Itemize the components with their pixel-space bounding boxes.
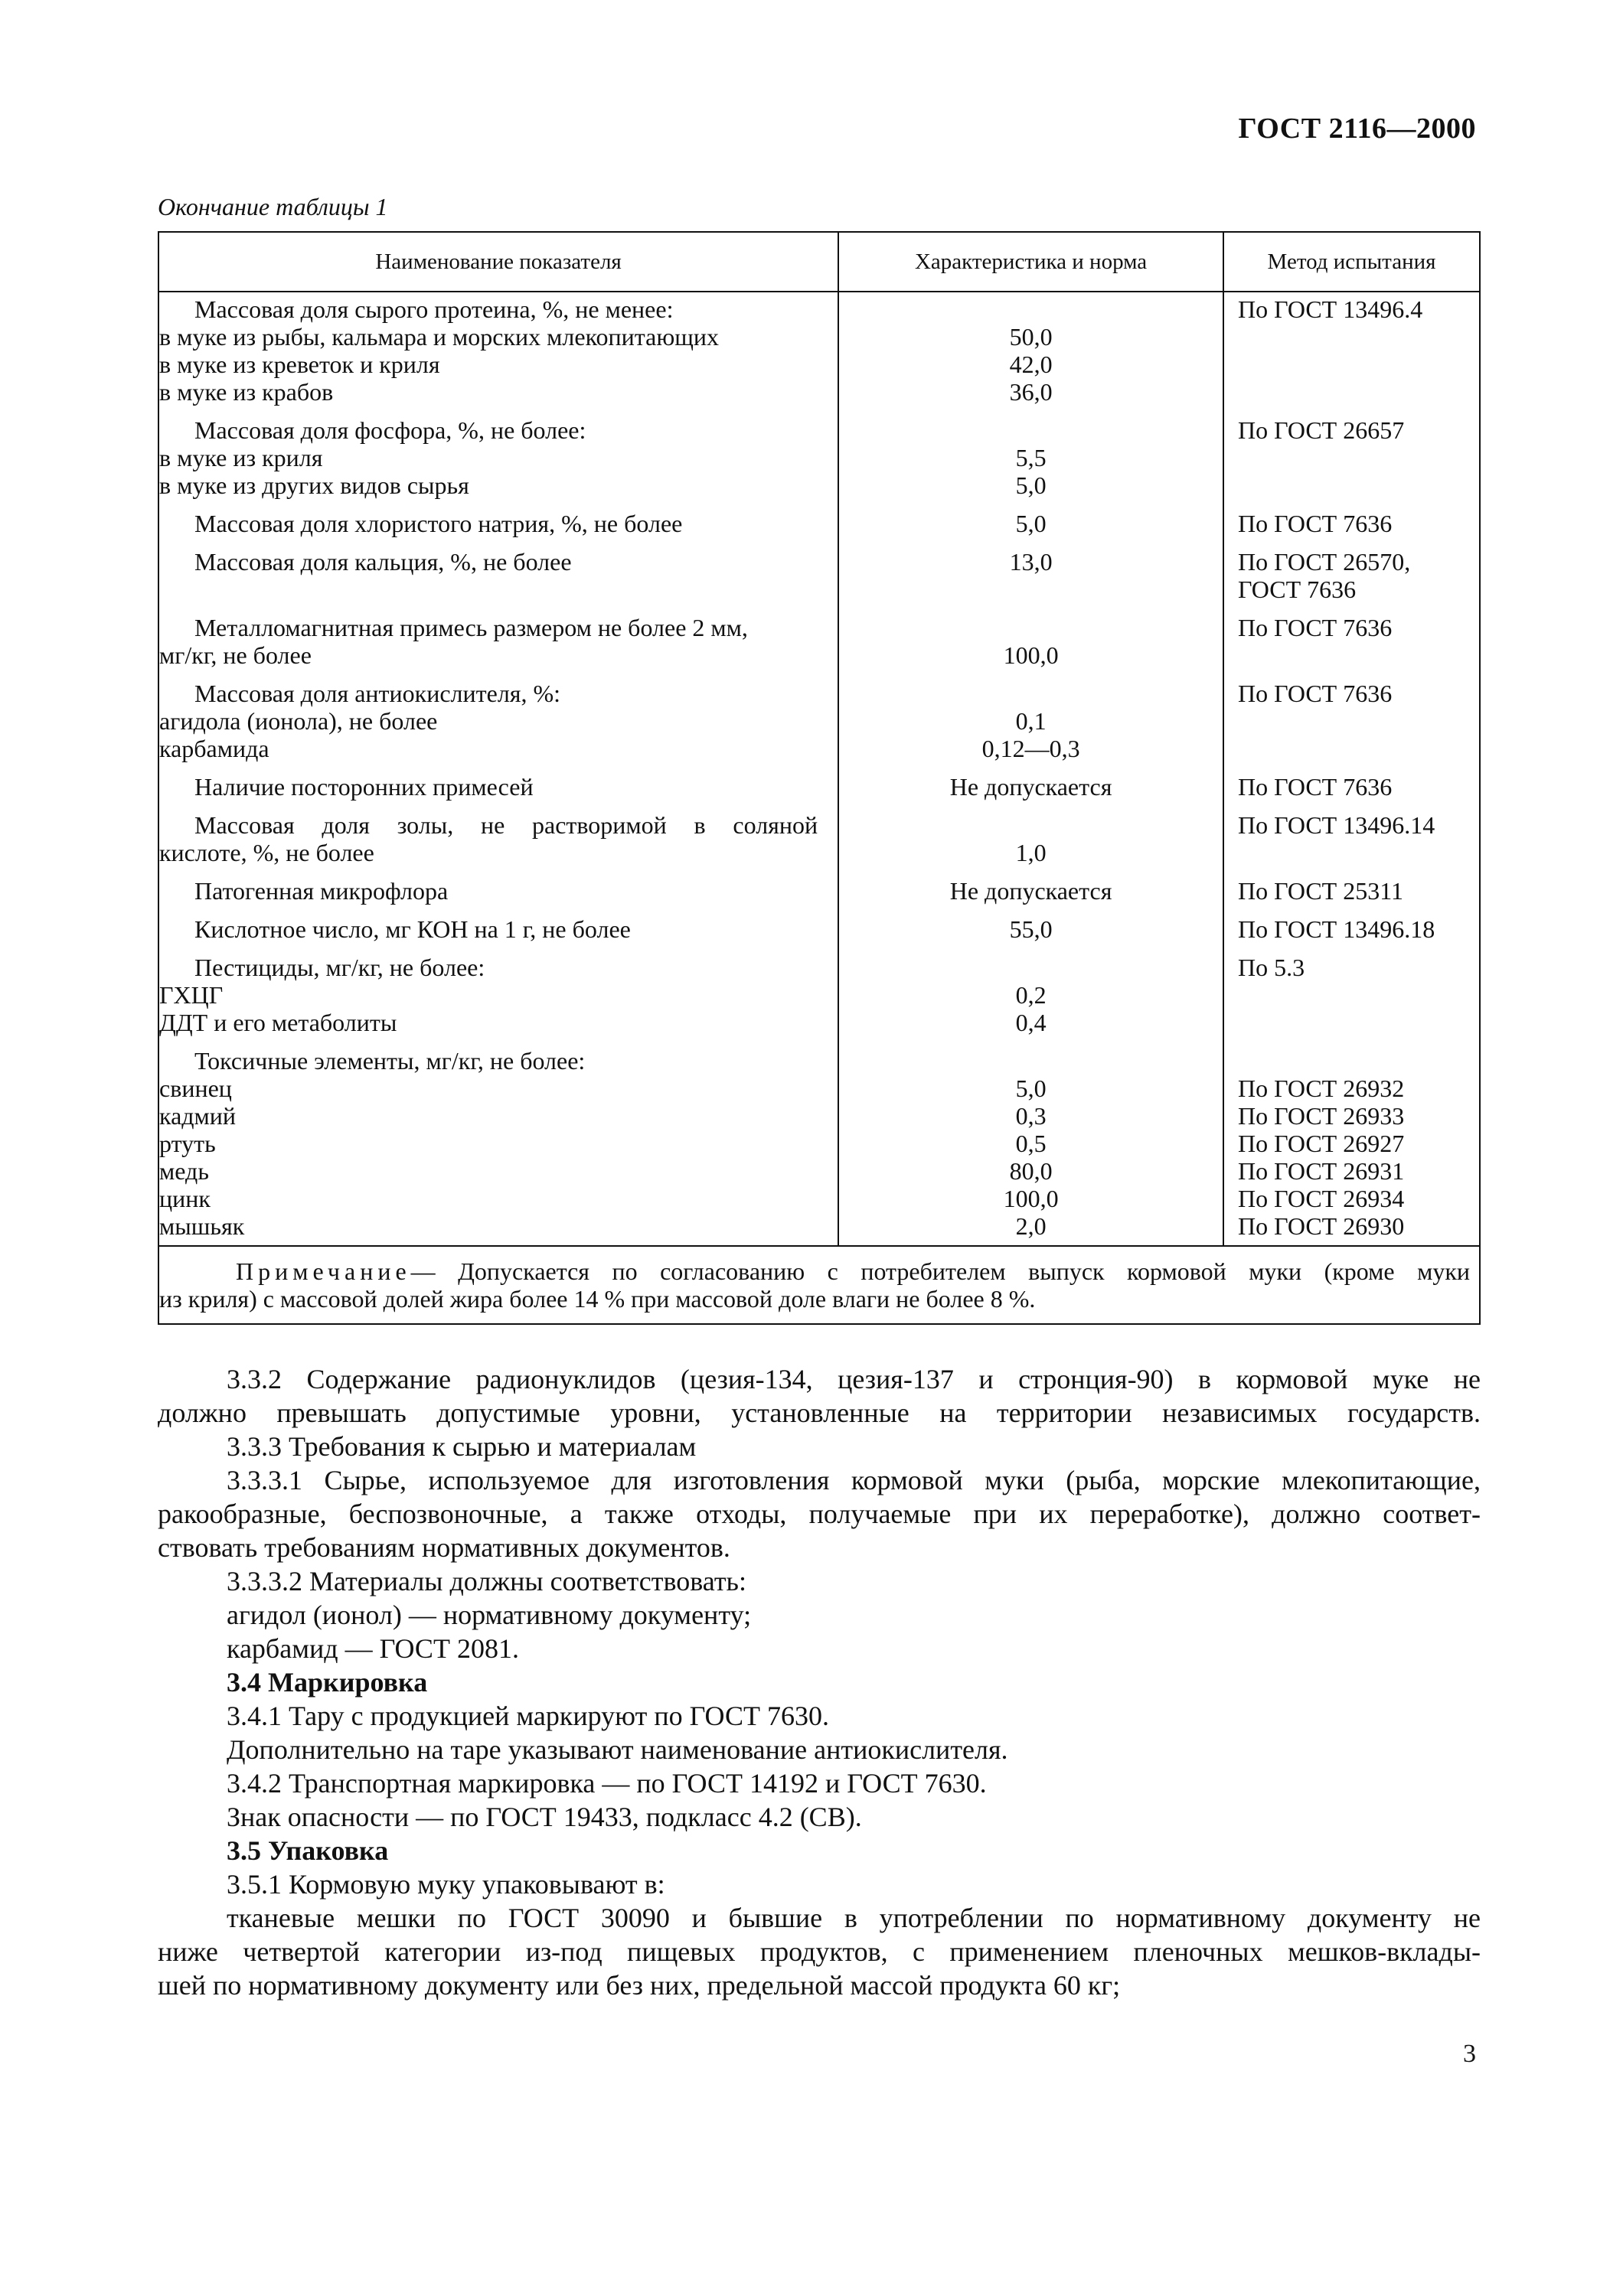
body-paragraph-line: 3.5.1 Кормовую муку упаковывают в:	[227, 1869, 665, 1900]
body-paragraph-line: 3.4.1 Тару с продукцией маркируют по ГОСТ 7630.	[227, 1701, 829, 1731]
method-line: По ГОСТ 13496.14	[1238, 811, 1435, 839]
name-line: медь	[159, 1157, 209, 1185]
body-paragraph-line: 3.4 Маркировка	[227, 1667, 428, 1698]
table-row	[158, 504, 1480, 543]
body-paragraph-line: ствовать требованиям нормативных документов.	[158, 1532, 730, 1563]
norm-line: 13,0	[1009, 548, 1053, 576]
name-line: кислоте, %, не более	[159, 839, 374, 866]
method-line: По ГОСТ 26927	[1238, 1130, 1405, 1157]
cell-norm	[838, 504, 1223, 543]
body-paragraph-line: Дополнительно на таре указывают наименование антиокислителя.	[227, 1734, 1008, 1765]
table-row	[158, 411, 1480, 504]
cell-norm	[838, 910, 1223, 948]
body-paragraph-line: должно превышать допустимые уровни, установленные на территории независимых государств.	[158, 1397, 1481, 1428]
norm-line: 0,1	[1015, 707, 1047, 735]
norm-line: 55,0	[1009, 915, 1053, 943]
method-line: По ГОСТ 13496.4	[1238, 295, 1423, 323]
name-line: ГХЦГ	[159, 981, 224, 1009]
norm-line: 100,0	[1003, 1185, 1059, 1212]
norm-line	[839, 1047, 1223, 1075]
cell-name	[158, 608, 838, 674]
table-row	[158, 948, 1480, 1042]
norm-line: 0,12—0,3	[981, 735, 1080, 762]
body-paragraph-line: карбамид — ГОСТ 2081.	[227, 1633, 519, 1664]
norm-line: Не допускается	[949, 877, 1112, 905]
body-paragraph-line: ниже четвертой категории из-под пищевых продуктов, с применением пленочных мешков-вклады-	[158, 1936, 1481, 1967]
standard-number: ГОСТ 2116—2000	[1238, 113, 1476, 145]
norm-line: 5,0	[1015, 471, 1047, 499]
name-line: цинк	[159, 1185, 211, 1212]
header-method: Метод испытания	[1223, 232, 1480, 292]
name-line: в муке из крабов	[159, 378, 334, 406]
table-header-row	[158, 232, 1480, 292]
norm-line: Не допускается	[949, 773, 1112, 801]
method-line: По ГОСТ 26934	[1238, 1185, 1405, 1212]
method-line: По ГОСТ 7636	[1238, 614, 1393, 641]
cell-method	[1223, 608, 1480, 674]
name-line: Массовая доля фосфора, %, не более:	[194, 416, 586, 444]
method-line	[1224, 323, 1479, 351]
body-paragraph-line: ракообразные, беспозвоночные, а также отходы, получаемые при их переработке), должно соответ-	[158, 1499, 1481, 1529]
method-line: По ГОСТ 26933	[1238, 1102, 1405, 1130]
cell-name	[158, 504, 838, 543]
name-line: агидола (ионола), не более	[159, 707, 438, 735]
method-line: По ГОСТ 25311	[1238, 877, 1404, 905]
method-line: По ГОСТ 26657	[1238, 416, 1405, 444]
norm-line	[839, 295, 1223, 323]
table-body	[158, 292, 1480, 1324]
method-line	[1224, 839, 1479, 866]
table-note-row	[158, 1246, 1480, 1324]
table-row	[158, 674, 1480, 768]
norm-line: 0,5	[1015, 1130, 1047, 1157]
header-norm: Характеристика и норма	[838, 232, 1223, 292]
cell-name	[158, 948, 838, 1042]
spec-table	[158, 231, 1481, 1325]
method-line: По 5.3	[1238, 954, 1305, 981]
cell-norm	[838, 608, 1223, 674]
page-number: 3	[1463, 2040, 1476, 2068]
norm-line: 5,0	[1015, 510, 1047, 537]
method-line	[1224, 1009, 1479, 1036]
name-line: Токсичные элементы, мг/кг, не более:	[194, 1047, 586, 1075]
table-row	[158, 608, 1480, 674]
body-paragraph-line: 3.5 Упаковка	[227, 1835, 389, 1866]
method-line: По ГОСТ 26931	[1238, 1157, 1405, 1185]
name-line: Массовая доля хлористого натрия, %, не более	[194, 510, 683, 537]
norm-line: 0,4	[1015, 1009, 1047, 1036]
norm-line	[839, 614, 1223, 641]
name-line	[159, 576, 828, 603]
name-line: в муке из других видов сырья	[159, 471, 469, 499]
cell-name	[158, 292, 838, 411]
table-caption: Окончание таблицы 1	[158, 193, 388, 220]
norm-line: 0,2	[1015, 981, 1047, 1009]
name-line: Металломагнитная примесь размером не более 2 мм,	[194, 614, 748, 641]
cell-method	[1223, 806, 1480, 872]
norm-line	[839, 954, 1223, 981]
method-line: ГОСТ 7636	[1238, 576, 1357, 603]
cell-name	[158, 1042, 838, 1246]
name-line: в муке из рыбы, кальмара и морских млекопитающих	[159, 323, 719, 351]
body-paragraph-line: агидол (ионол) — нормативному документу;	[227, 1600, 752, 1630]
norm-line: 36,0	[1009, 378, 1053, 406]
method-line: По ГОСТ 7636	[1238, 680, 1393, 707]
name-line: в муке из креветок и криля	[159, 351, 440, 378]
method-line	[1224, 981, 1479, 1009]
body-paragraph-line: 3.3.2 Содержание радионуклидов (цезия-134, цезия-137 и стронция-90) в кормовой муке не	[227, 1364, 1481, 1394]
note-text: — Допускается по согласованию с потребителем выпуск кормовой муки (кроме муки	[410, 1257, 1470, 1285]
name-line: Пестициды, мг/кг, не более:	[194, 954, 485, 981]
name-line: Кислотное число, мг КОН на 1 г, не более	[194, 915, 631, 943]
table-row	[158, 910, 1480, 948]
method-line: По ГОСТ 26930	[1238, 1212, 1405, 1240]
method-line: По ГОСТ 26932	[1238, 1075, 1405, 1102]
cell-name	[158, 768, 838, 806]
norm-line: 100,0	[1003, 641, 1059, 669]
name-line: в муке из криля	[159, 444, 323, 471]
table-row	[158, 292, 1480, 411]
method-line: По ГОСТ 7636	[1238, 773, 1393, 801]
method-line	[1224, 1047, 1479, 1075]
cell-norm	[838, 872, 1223, 910]
method-line	[1224, 351, 1479, 378]
cell-name	[158, 872, 838, 910]
cell-name	[158, 910, 838, 948]
cell-method	[1223, 948, 1480, 1042]
method-line	[1224, 444, 1479, 471]
body-paragraph-line: 3.4.2 Транспортная маркировка — по ГОСТ 14192 и ГОСТ 7630.	[227, 1768, 987, 1799]
cell-norm	[838, 543, 1223, 608]
cell-method	[1223, 411, 1480, 504]
body-paragraph-line: 3.3.3.2 Материалы должны соответствовать:	[227, 1566, 746, 1596]
norm-line: 42,0	[1009, 351, 1053, 378]
table-row	[158, 806, 1480, 872]
name-line: кадмий	[159, 1102, 237, 1130]
name-line: Массовая доля золы, не растворимой в соляной	[194, 811, 818, 839]
method-line	[1224, 707, 1479, 735]
cell-name	[158, 806, 838, 872]
cell-norm	[838, 948, 1223, 1042]
norm-line	[839, 576, 1223, 603]
body-paragraph-line: 3.3.3 Требования к сырью и материалам	[227, 1431, 697, 1462]
method-line	[1224, 378, 1479, 406]
table-row	[158, 768, 1480, 806]
note-label: Примечание	[236, 1257, 411, 1285]
name-line: мг/кг, не более	[159, 641, 312, 669]
norm-line	[839, 416, 1223, 444]
cell-norm	[838, 806, 1223, 872]
cell-method	[1223, 292, 1480, 411]
cell-norm	[838, 674, 1223, 768]
norm-line	[839, 680, 1223, 707]
cell-norm	[838, 292, 1223, 411]
note-line	[159, 1257, 1470, 1285]
cell-name	[158, 674, 838, 768]
norm-line: 80,0	[1009, 1157, 1053, 1185]
name-line: Патогенная микрофлора	[194, 877, 449, 905]
body-text	[158, 1362, 1481, 2002]
name-line: Массовая доля сырого протеина, %, не менее:	[194, 295, 674, 323]
name-line: мышьяк	[159, 1212, 245, 1240]
cell-method	[1223, 674, 1480, 768]
method-line: По ГОСТ 7636	[1238, 510, 1393, 537]
cell-method	[1223, 543, 1480, 608]
table-row	[158, 1042, 1480, 1246]
norm-line: 50,0	[1009, 323, 1053, 351]
cell-name	[158, 543, 838, 608]
method-line: По ГОСТ 13496.18	[1238, 915, 1435, 943]
cell-norm	[838, 768, 1223, 806]
method-line: По ГОСТ 26570,	[1238, 548, 1411, 576]
name-line: ДДТ и его метаболиты	[159, 1009, 397, 1036]
name-line: Массовая доля кальция, %, не более	[194, 548, 572, 576]
method-line	[1224, 641, 1479, 669]
cell-method	[1223, 910, 1480, 948]
name-line: Массовая доля антиокислителя, %:	[194, 680, 561, 707]
norm-line: 2,0	[1015, 1212, 1047, 1240]
norm-line: 5,5	[1015, 444, 1047, 471]
name-line: ртуть	[159, 1130, 216, 1157]
table-row	[158, 872, 1480, 910]
cell-norm	[838, 411, 1223, 504]
name-line: свинец	[159, 1075, 232, 1102]
body-paragraph-line: шей по нормативному документу или без них, предельной массой продукта 60 кг;	[158, 1970, 1121, 2001]
body-paragraph-line: 3.3.3.1 Сырье, используемое для изготовления кормовой муки (рыба, морские млекопитающие,	[227, 1465, 1481, 1495]
norm-line	[839, 811, 1223, 839]
body-paragraph-line: тканевые мешки по ГОСТ 30090 и бывшие в употреблении по нормативному документу не	[227, 1903, 1481, 1933]
cell-method	[1223, 768, 1480, 806]
cell-method	[1223, 1042, 1480, 1246]
header-name: Наименование показателя	[158, 232, 838, 292]
cell-norm	[838, 1042, 1223, 1246]
norm-line: 1,0	[1015, 839, 1047, 866]
name-line: карбамида	[159, 735, 269, 762]
cell-name	[158, 411, 838, 504]
table-note	[158, 1246, 1480, 1324]
note-line: из криля) с массовой долей жира более 14 % при массовой доле влаги не более 8 %.	[159, 1285, 1036, 1313]
norm-line: 0,3	[1015, 1102, 1047, 1130]
body-paragraph-line: Знак опасности — по ГОСТ 19433, подкласс 4.2 (СВ).	[227, 1802, 862, 1832]
cell-method	[1223, 504, 1480, 543]
cell-method	[1223, 872, 1480, 910]
name-line: Наличие посторонних примесей	[194, 773, 534, 801]
norm-line: 5,0	[1015, 1075, 1047, 1102]
table-row	[158, 543, 1480, 608]
method-line	[1224, 471, 1479, 499]
method-line	[1224, 735, 1479, 762]
